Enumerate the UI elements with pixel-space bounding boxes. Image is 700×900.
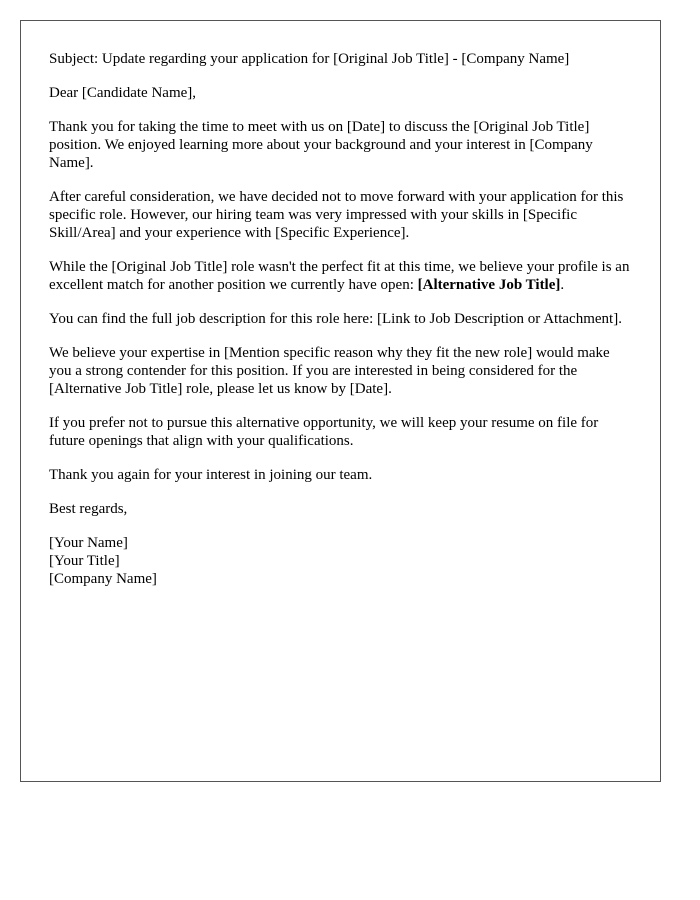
signature-company: [Company Name] [49,571,157,587]
alternative-end: . [560,277,565,293]
signature-title: [Your Title] [49,553,120,569]
letter [20,20,661,782]
signature-name: [Your Name] [49,535,128,551]
paragraph-resume-on-file: If you prefer not to pursue this alternative opportunity, we will keep your resume on file for future openings that align with your qualifications. [49,415,599,449]
paragraph-expertise: We believe your expertise in [Mention specific reason why they fit the new role] would make you a strong contender for this position. If you are interested in being considered for the [Alternative Job Title] role, please let us know by [Date]. [49,345,610,397]
paragraph-job-description: You can find the full job description for this role here: [Link to Job Description or Attachment]. [49,311,622,327]
paragraph-thanks: Thank you again for your interest in joining our team. [49,467,373,483]
closing: Best regards, [49,501,128,517]
alternative-text: While the [Original Job Title] role wasn't the perfect fit at this time, we believe your profile is an excellent match for another position we currently have open: [49,259,630,293]
subject-line: Subject: Update regarding your application for [Original Job Title] - [Company Name] [49,51,570,67]
paragraph-alternative [49,258,632,294]
greeting: Dear [Candidate Name], [49,85,197,101]
signature-block [49,534,632,588]
alternative-job-title: [Alternative Job Title] [417,277,561,293]
paragraph-intro: Thank you for taking the time to meet with us on [Date] to discuss the [Original Job Title] position. We enjoyed learning more about your background and your interest in [Company Name]. [49,119,593,171]
paragraph-decision: After careful consideration, we have decided not to move forward with your application for this specific role. However, our hiring team was very impressed with your skills in [Specific Skill/Area] and your experience with [Specific Experience]. [49,189,624,241]
